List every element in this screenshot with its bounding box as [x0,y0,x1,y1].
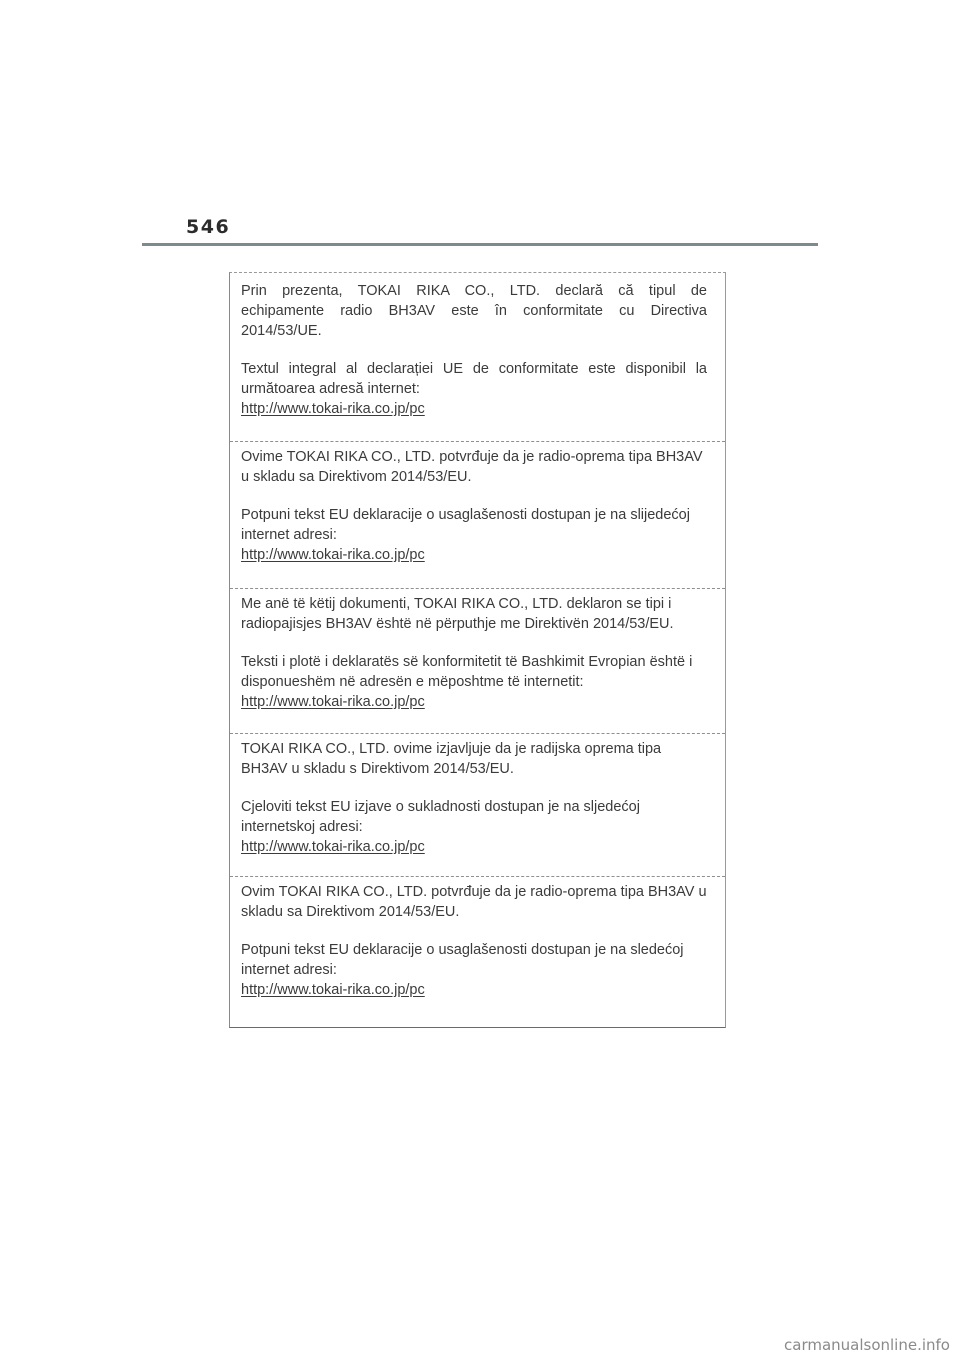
declaration-availability: Potpuni tekst EU deklaracije o usaglašenosti dostupan je na sledećoj internet adresi: [241,942,684,978]
declaration-statement [241,281,707,341]
declaration-albanian [230,588,725,712]
statement-line-1: Prin prezenta, TOKAI RIKA CO., LTD. declară că tipul de [241,283,707,299]
declaration-statement: Ovime TOKAI RIKA CO., LTD. potvrđuje da je radio-oprema tipa BH3AV u skladu sa Direktivom 2014/53/EU. [241,449,703,485]
declarations-box [229,272,726,1028]
declaration-availability: Teksti i plotë i deklaratës së konformitetit të Bashkimit Evropian është i disponueshëm në adresën e mëposhtme të internetit: [241,654,693,690]
declaration-serbian [230,876,725,1000]
declaration-availability: Potpuni tekst EU deklaracije o usaglašenosti dostupan je na slijedećoj internet adresi: [241,507,690,543]
declaration-croatian [230,733,725,857]
statement-line-2: echipamente radio BH3AV este în conformitate cu Directiva [241,303,707,319]
statement-line-3: 2014/53/UE. [241,323,322,339]
declaration-availability: Cjeloviti tekst EU izjave o sukladnosti dostupan je na sljedećoj internetskoj adresi: [241,799,640,835]
declaration-montenegrin [230,441,725,565]
declaration-statement: TOKAI RIKA CO., LTD. ovime izjavljuje da je radijska oprema tipa BH3AV u skladu s Direktivom 2014/53/EU. [241,741,662,777]
declaration-romanian [230,281,725,419]
declaration-link[interactable]: http://www.tokai-rika.co.jp/pc [241,694,425,710]
watermark-text: carmanualsonline.info [784,1336,950,1354]
declaration-statement: Me anë të këtij dokumenti, TOKAI RIKA CO., LTD. deklaron se tipi i radiopajisjes BH3AV është në përputhje me Direktivën 2014/53/EU. [241,596,674,632]
declaration-link[interactable]: http://www.tokai-rika.co.jp/pc [241,401,425,417]
declaration-link[interactable]: http://www.tokai-rika.co.jp/pc [241,982,425,998]
header-rule [142,243,818,246]
page-number: 546 [186,216,231,238]
declaration-link[interactable]: http://www.tokai-rika.co.jp/pc [241,547,425,563]
declaration-link[interactable]: http://www.tokai-rika.co.jp/pc [241,839,425,855]
declaration-availability: Textul integral al declarației UE de conformitate este disponibil la următoarea adresă internet: [241,361,707,397]
declaration-statement: Ovim TOKAI RIKA CO., LTD. potvrđuje da je radio-oprema tipa BH3AV u skladu sa Direktivom 2014/53/EU. [241,884,707,920]
